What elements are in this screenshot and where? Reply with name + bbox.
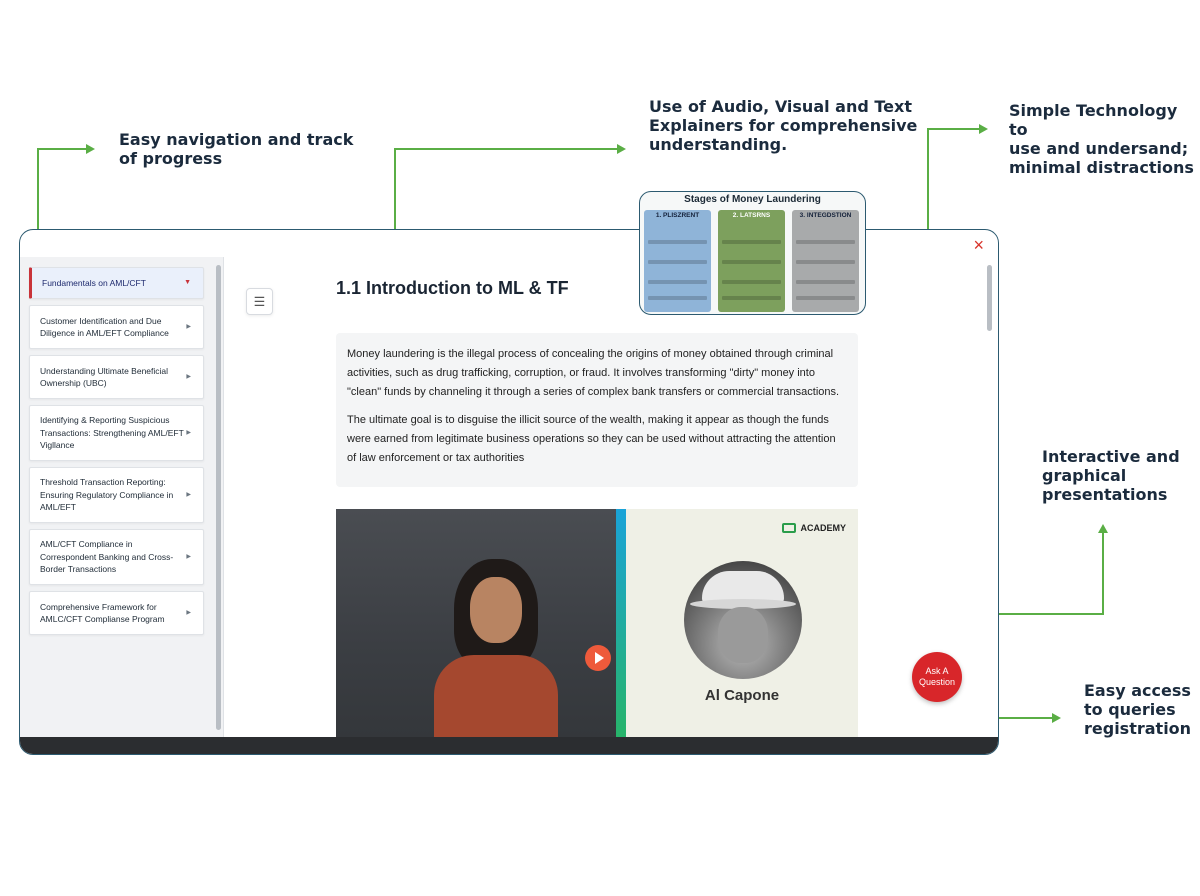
- callout-queries: Easy access to queries registration: [1084, 681, 1192, 738]
- play-button[interactable]: [585, 645, 611, 671]
- sidebar-scrollbar[interactable]: [216, 265, 221, 735]
- connector-explainers-h: [394, 148, 618, 150]
- capone-portrait: [684, 561, 802, 679]
- stage-placement: [644, 210, 711, 312]
- video-subject-panel: [626, 509, 858, 737]
- stage-label: 1. PLISZRENT: [655, 212, 700, 219]
- chevron-right-icon: ▶: [186, 429, 191, 436]
- course-sidebar: [20, 257, 224, 737]
- arrow-queries: [1052, 713, 1061, 723]
- chevron-down-icon: ▼: [184, 278, 191, 286]
- arrow-interactive: [1098, 524, 1108, 533]
- sidebar-item-label: Fundamentals on AML/CFT: [42, 277, 146, 288]
- stage-label: 3. INTEGDSTION: [799, 212, 852, 219]
- sidebar-item-ubo[interactable]: [29, 355, 204, 399]
- video-presenter-panel: [336, 509, 618, 737]
- lesson-content: [225, 257, 995, 737]
- page-title: 1.1 Introduction to ML & TF: [336, 278, 569, 298]
- chevron-right-icon: ▶: [186, 373, 191, 380]
- callout-simple-technology: Simple Technology to use and undersand; minimal distractions: [1009, 101, 1194, 177]
- content-scrollbar[interactable]: [987, 265, 992, 331]
- chevron-right-icon: ▶: [186, 609, 191, 616]
- connector-interactive-v: [1102, 533, 1104, 615]
- sidebar-item-label: Comprehensive Framework for AMLC/CFT Complianse Program: [40, 601, 165, 624]
- sidebar-item-framework[interactable]: [29, 591, 204, 635]
- connector-simple-v: [927, 128, 929, 240]
- arrow-explainers: [617, 144, 626, 154]
- sidebar-item-label: Threshold Transaction Reporting: Ensuring Regulatory Compliance in AML/EFT: [40, 477, 174, 513]
- lesson-paragraph-1: Money laundering is the illegal process of concealing the origins of money obtained through criminal activities, such as drug trafficking, corruption, or fraud. It involves transforming "dirty" money into "clean" funds by channeling it through a series of complex bank transfers or commercial transactions.: [347, 348, 840, 398]
- callout-interactive: Interactive and graphical presentations: [1042, 447, 1180, 504]
- connector-simple-h: [927, 128, 979, 130]
- sidebar-scroll-thumb[interactable]: [216, 265, 221, 730]
- callout-navigation: Easy navigation and track of progress: [119, 130, 354, 168]
- chevron-right-icon: ▶: [186, 323, 191, 330]
- stage-integration: [792, 210, 859, 312]
- stages-title: Stages of Money Laundering: [684, 194, 821, 205]
- ask-question-button[interactable]: [912, 652, 962, 702]
- sidebar-item-label: AML/CFT Compliance in Correspondent Banking and Cross-Border Transactions: [40, 539, 174, 575]
- video-divider: [616, 509, 626, 737]
- arrow-simple: [979, 124, 988, 134]
- academy-brand: ACADEMY: [800, 523, 846, 533]
- hamburger-icon: ☰: [253, 293, 266, 309]
- academy-logo: [782, 523, 846, 533]
- callout-explainers: Use of Audio, Visual and Text Explainers for comprehensive understanding.: [649, 97, 918, 154]
- sidebar-item-correspondent-banking[interactable]: [29, 529, 204, 585]
- player-bottom-bar: [20, 737, 999, 755]
- stage-layering: [718, 210, 785, 312]
- sidebar-item-customer-identification[interactable]: [29, 305, 204, 349]
- stage-label: 2. LATSRNS: [732, 212, 771, 219]
- chevron-right-icon: ▶: [186, 553, 191, 560]
- sidebar-item-label: Understanding Ultimate Beneficial Ownership (UBC): [40, 365, 169, 388]
- lesson-paragraph-2: The ultimate goal is to disguise the illicit source of the wealth, making it appear as though the funds were earned from legitimate business operations so they can be used without attracting the attention of law enforcement or tax authorities: [347, 414, 836, 464]
- close-icon[interactable]: ×: [973, 235, 984, 255]
- lesson-video[interactable]: [336, 509, 858, 737]
- arrow-navigation: [86, 144, 95, 154]
- subject-name: Al Capone: [704, 687, 780, 704]
- sidebar-item-fundamentals[interactable]: [29, 267, 204, 299]
- ask-question-label: Ask A Question: [918, 666, 956, 687]
- presenter-figure: [446, 559, 546, 737]
- connector-navigation-h: [37, 148, 87, 150]
- sidebar-item-threshold-reporting[interactable]: [29, 467, 204, 523]
- sidebar-item-label: Customer Identification and Due Diligence in AML/EFT Compliance: [40, 315, 169, 338]
- chevron-right-icon: ▶: [186, 491, 191, 498]
- sidebar-item-label: Identifying & Reporting Suspicious Transactions: Strengthening AML/EFT Vigllance: [40, 415, 184, 451]
- academy-logo-icon: [782, 523, 796, 533]
- sidebar-item-suspicious-transactions[interactable]: [29, 405, 204, 461]
- stages-graphic[interactable]: [639, 191, 866, 315]
- menu-button[interactable]: [246, 288, 273, 315]
- lesson-text-card: [336, 333, 858, 487]
- play-icon: [595, 652, 604, 664]
